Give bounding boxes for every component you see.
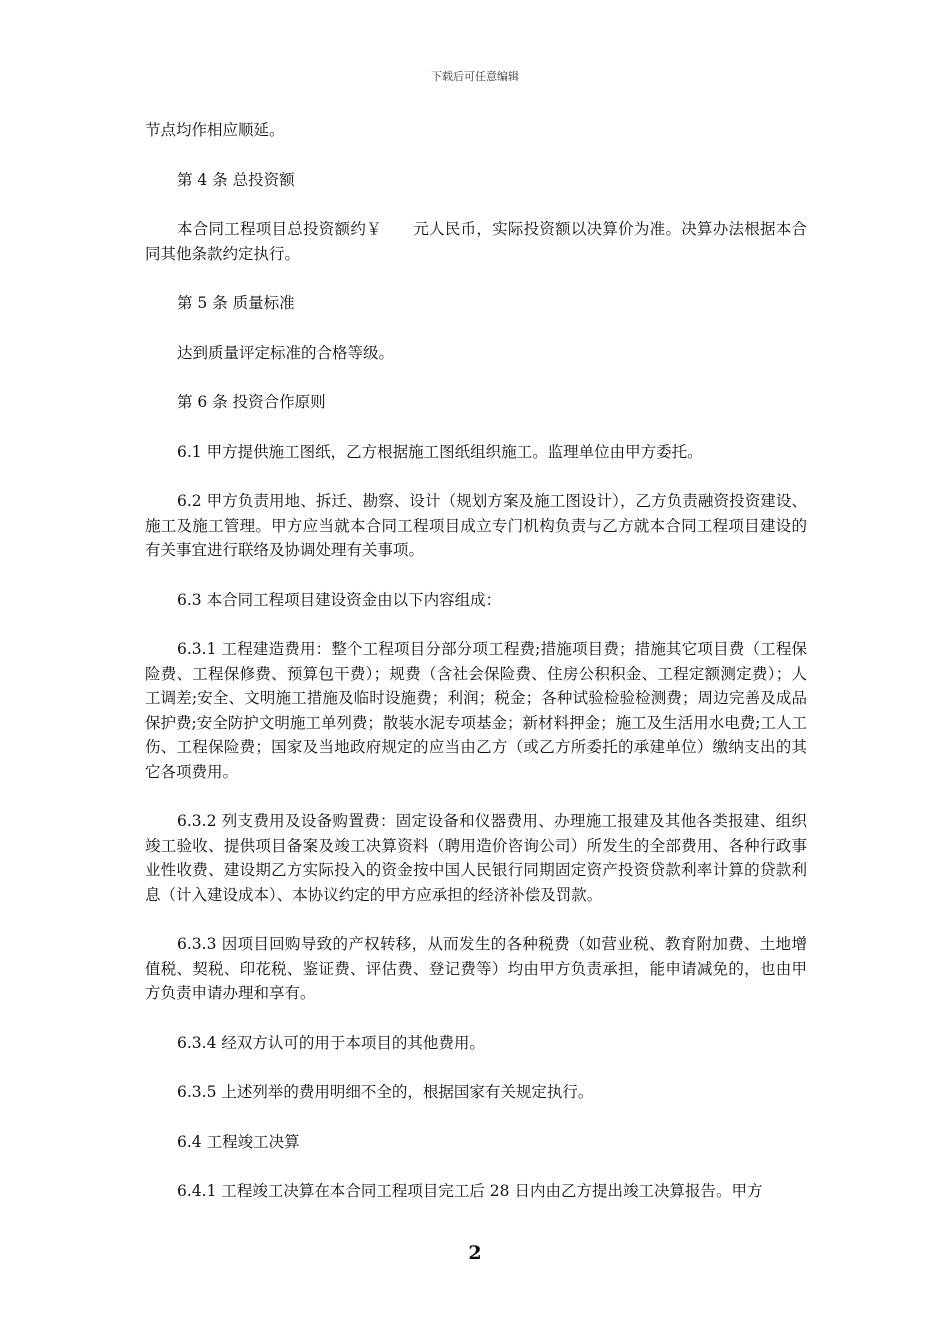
paragraph: 6.3.2 列支费用及设备购置费：固定设备和仪器费用、办理施工报建及其他各类报建、组织竣工验收、提供项目备案及竣工决算资料（聘用造价咨询公司）所发生的全部费用、各种行政事业性收费、建设期乙方实际投入的资金按中国人民银行同期固定资产投资贷款利率计算的贷款利息（计入建设成本）、本协议约定的甲方应承担的经济补偿及罚款。: [145, 812, 807, 904]
paragraph: 6.4.1 工程竣工决算在本合同工程项目完工后 28 日内由乙方提出竣工决算报告。甲方: [177, 1182, 763, 1200]
paragraph: 本合同工程项目总投资额约￥ 元人民币，实际投资额以决算价为准。决算办法根据本合同其他条款约定执行。: [145, 220, 807, 263]
paragraph: 节点均作相应顺延。: [145, 121, 285, 139]
paragraph: 达到质量评定标准的合格等级。: [177, 343, 395, 362]
paragraph: 6.1 甲方提供施工图纸，乙方根据施工图纸组织施工。监理单位由甲方委托。: [177, 442, 703, 461]
section-heading: 第 6 条 投资合作原则: [177, 393, 326, 411]
section-heading: 第 4 条 总投资额: [177, 170, 295, 189]
section-heading: 6.4 工程竣工决算: [177, 1132, 300, 1151]
page-header: 下载后可任意编辑: [431, 70, 519, 83]
paragraph: 6.3.1 工程建造费用：整个工程项目分部分项工程费;措施项目费；措施其它项目费（工程保险费、工程保修费、预算包干费）；规费（含社会保险费、住房公积积金、工程定额测定费）；人工调差;安全、文明施工措施及临时设施费；利润；税金；各种试验检验检测费；周边完善及成品保护费;安全防护文明施工单列费；散装水泥专项基金；新材料押金；施工及生活用水电费;工人工伤、工程保险费；国家及当地政府规定的应当由乙方（或乙方所委托的承建单位）缴纳支出的其它各项费用。: [145, 640, 807, 781]
paragraph: 6.3.5 上述列举的费用明细不全的，根据国家有关规定执行。: [177, 1083, 594, 1101]
paragraph: 6.3.3 因项目回购导致的产权转移，从而发生的各种税费（如营业税、教育附加费、土地增值税、契税、印花税、鉴证费、评估费、登记费等）均由甲方负责承担，能申请减免的，也由甲方负责申请办理和享有。: [145, 935, 807, 1002]
paragraph: 6.3 本合同工程项目建设资金由以下内容组成：: [177, 590, 502, 609]
paragraph: 6.2 甲方负责用地、拆迁、勘察、设计（规划方案及施工图设计），乙方负责融资投资建设、施工及施工管理。甲方应当就本合同工程项目成立专门机构负责与乙方就本合同工程项目建设的有关事宜进行联络及协调处理有关事项。: [145, 492, 807, 559]
page-number: 2: [468, 1242, 482, 1264]
section-heading: 第 5 条 质量标准: [177, 294, 295, 312]
document-body: [145, 118, 807, 1229]
paragraph: 6.3.4 经双方认可的用于本项目的其他费用。: [177, 1033, 485, 1052]
